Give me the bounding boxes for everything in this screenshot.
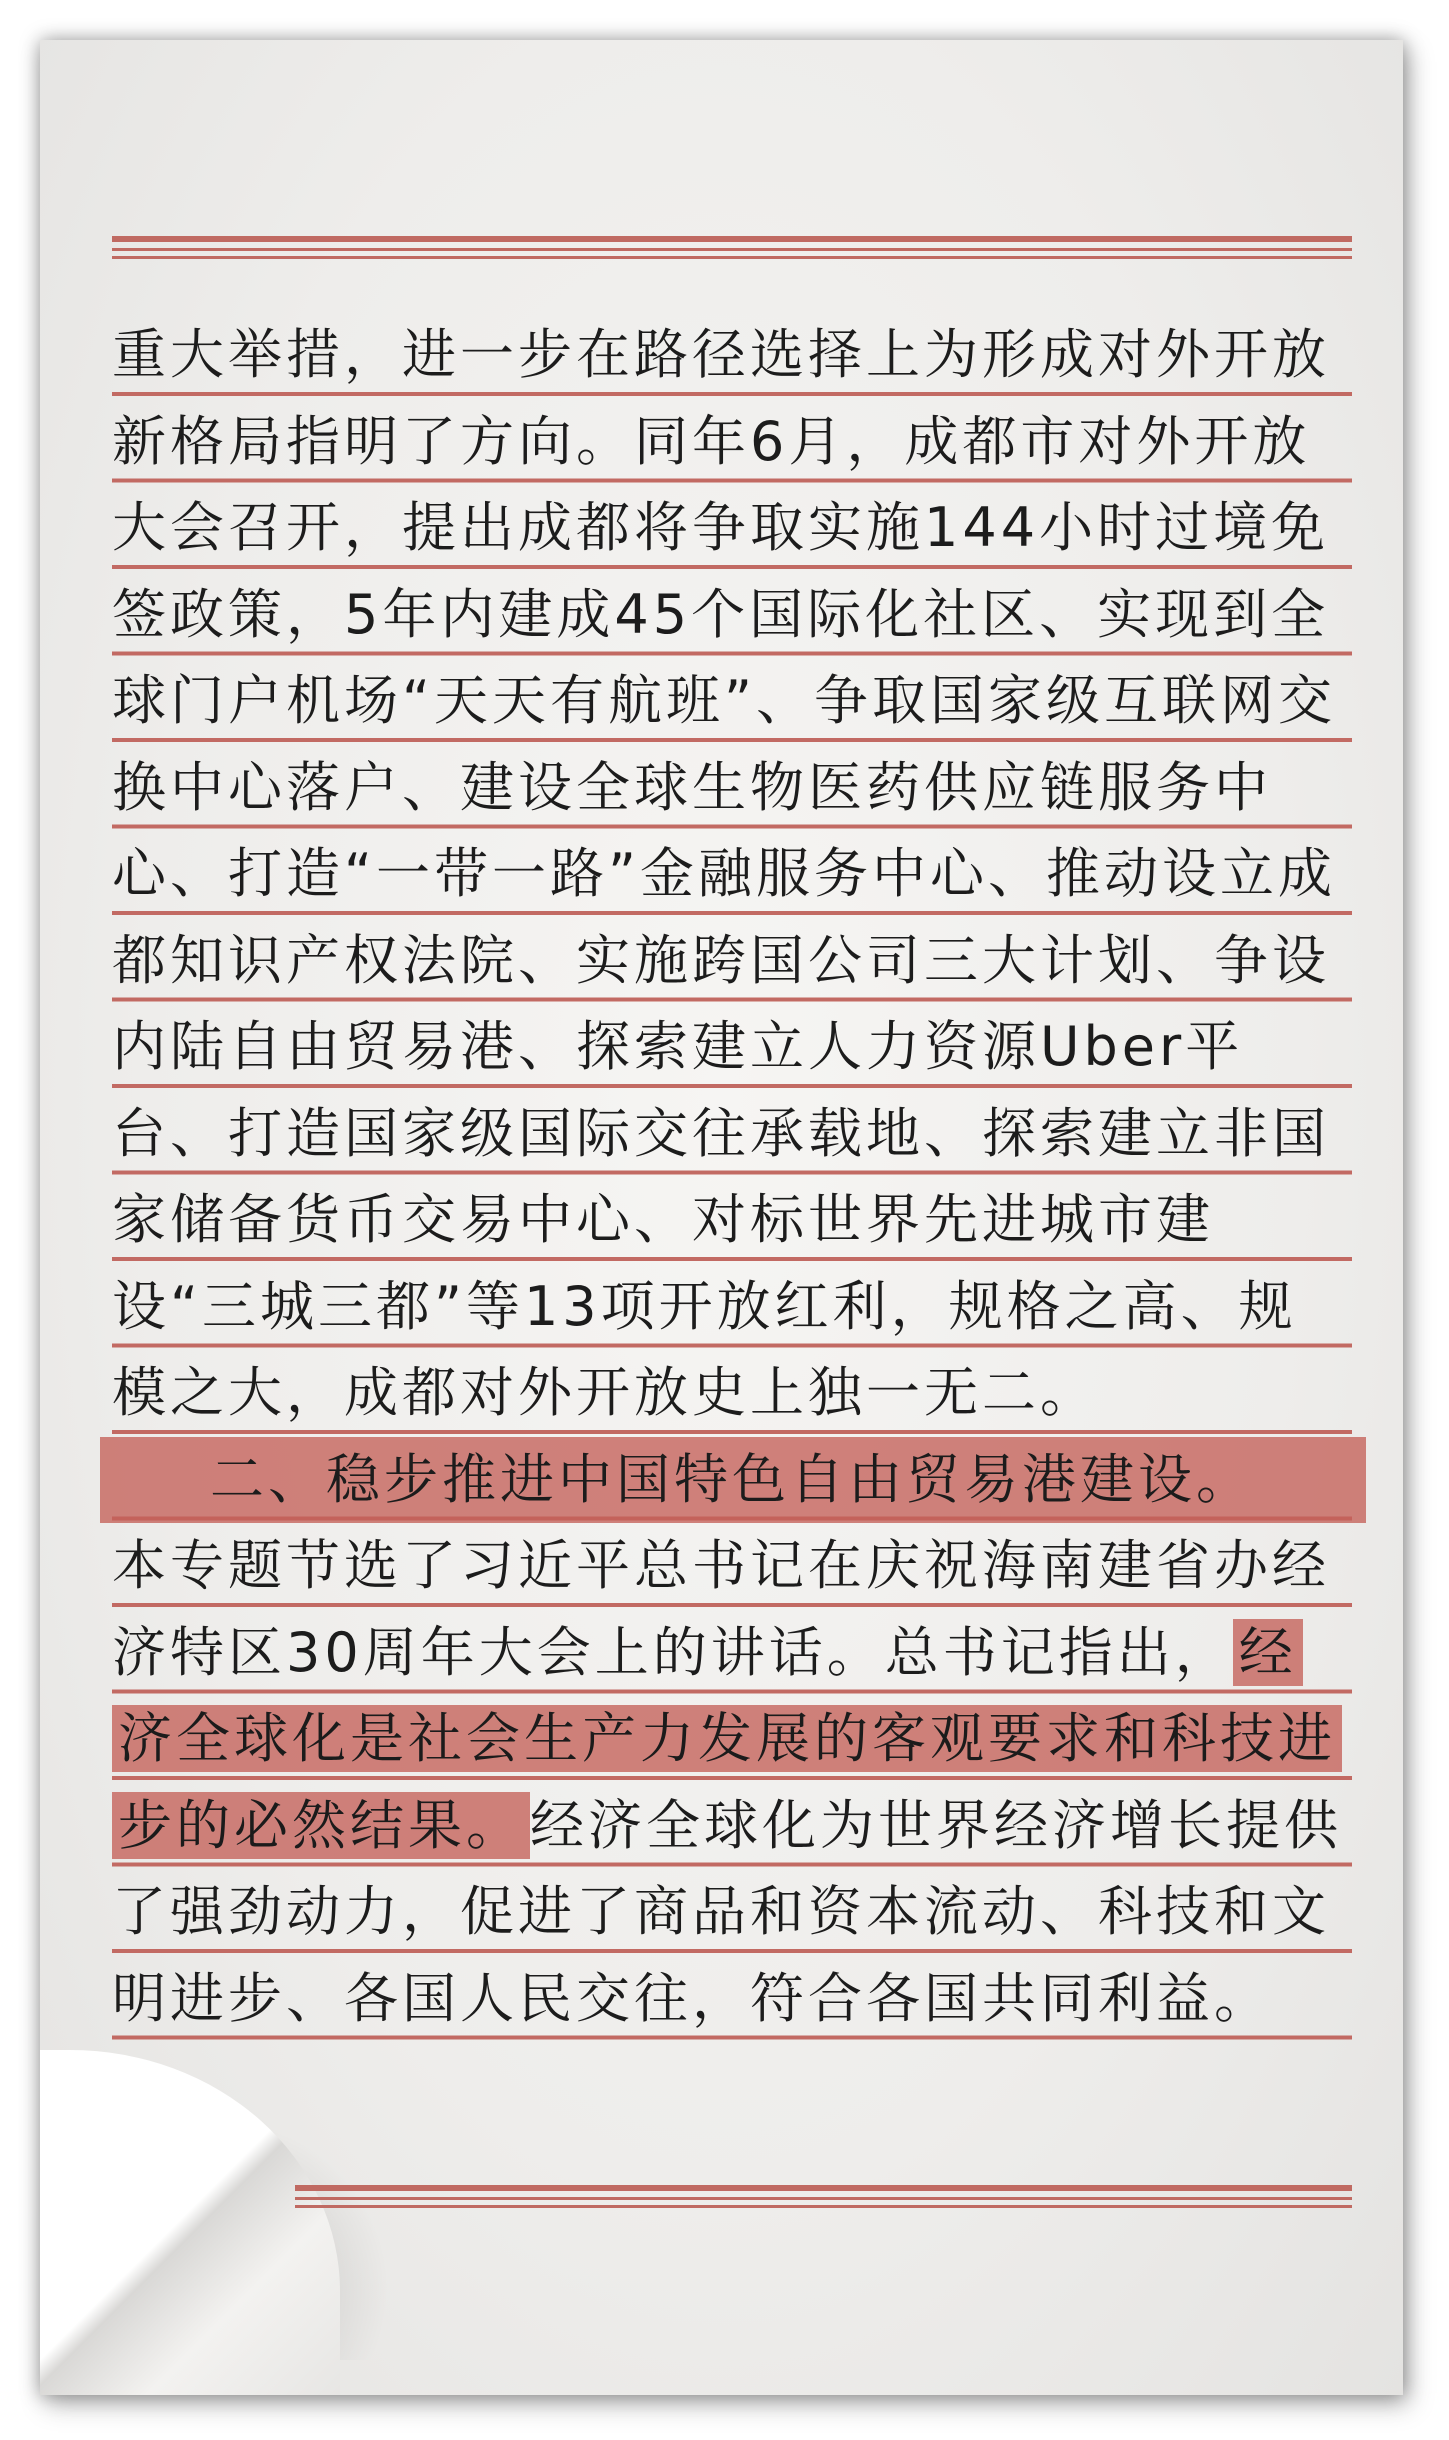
- body-text: [112, 312, 1352, 2042]
- bottom-rule-3: [295, 2205, 1352, 2208]
- top-rule-1: [112, 236, 1352, 242]
- top-rule-2: [112, 248, 1352, 251]
- bottom-rule-2: [295, 2197, 1352, 2200]
- top-rule-3: [112, 256, 1352, 259]
- paragraph-2-highlight: 经济全球化是社会生产力发展的客观要求和科技进步的必然结果。: [112, 1619, 1342, 1859]
- bottom-rule-1: [295, 2185, 1352, 2191]
- paragraph-2-before: 本专题节选了习近平总书记在庆祝海南建省办经济特区30周年大会上的讲话。总书记指出，: [112, 1534, 1330, 1684]
- paragraph-2: [112, 1523, 1352, 2042]
- paragraph-1: 重大举措，进一步在路径选择上为形成对外开放新格局指明了方向。同年6月，成都市对外开放大会召开，提出成都将争取实施144小时过境免签政策，5年内建成45个国际化社区、实现到全球门户机场“天天有航班”、争取国家级互联网交换中心落户、建设全球生物医药供应链服务中心、打造“一带一路”金融服务中心、推动设立成都知识产权法院、实施跨国公司三大计划、争设内陆自由贸易港、探索建立人力资源Uber平台、打造国家级国际交往承载地、探索建立非国家储备货币交易中心、对标世界先进城市建设“三城三都”等13项开放红利，规格之高、规模之大，成都对外开放史上独一无二。: [112, 323, 1336, 1424]
- section-heading-text: 二、稳步推进中国特色自由贸易港建设。: [100, 1437, 1366, 1524]
- section-heading: [112, 1437, 1352, 1524]
- paragraph-2-after: 经济全球化为世界经济增长提供了强劲动力，促进了商品和资本流动、科技和文明进步、各国人民交往，符合各国共同利益。: [112, 1793, 1342, 2030]
